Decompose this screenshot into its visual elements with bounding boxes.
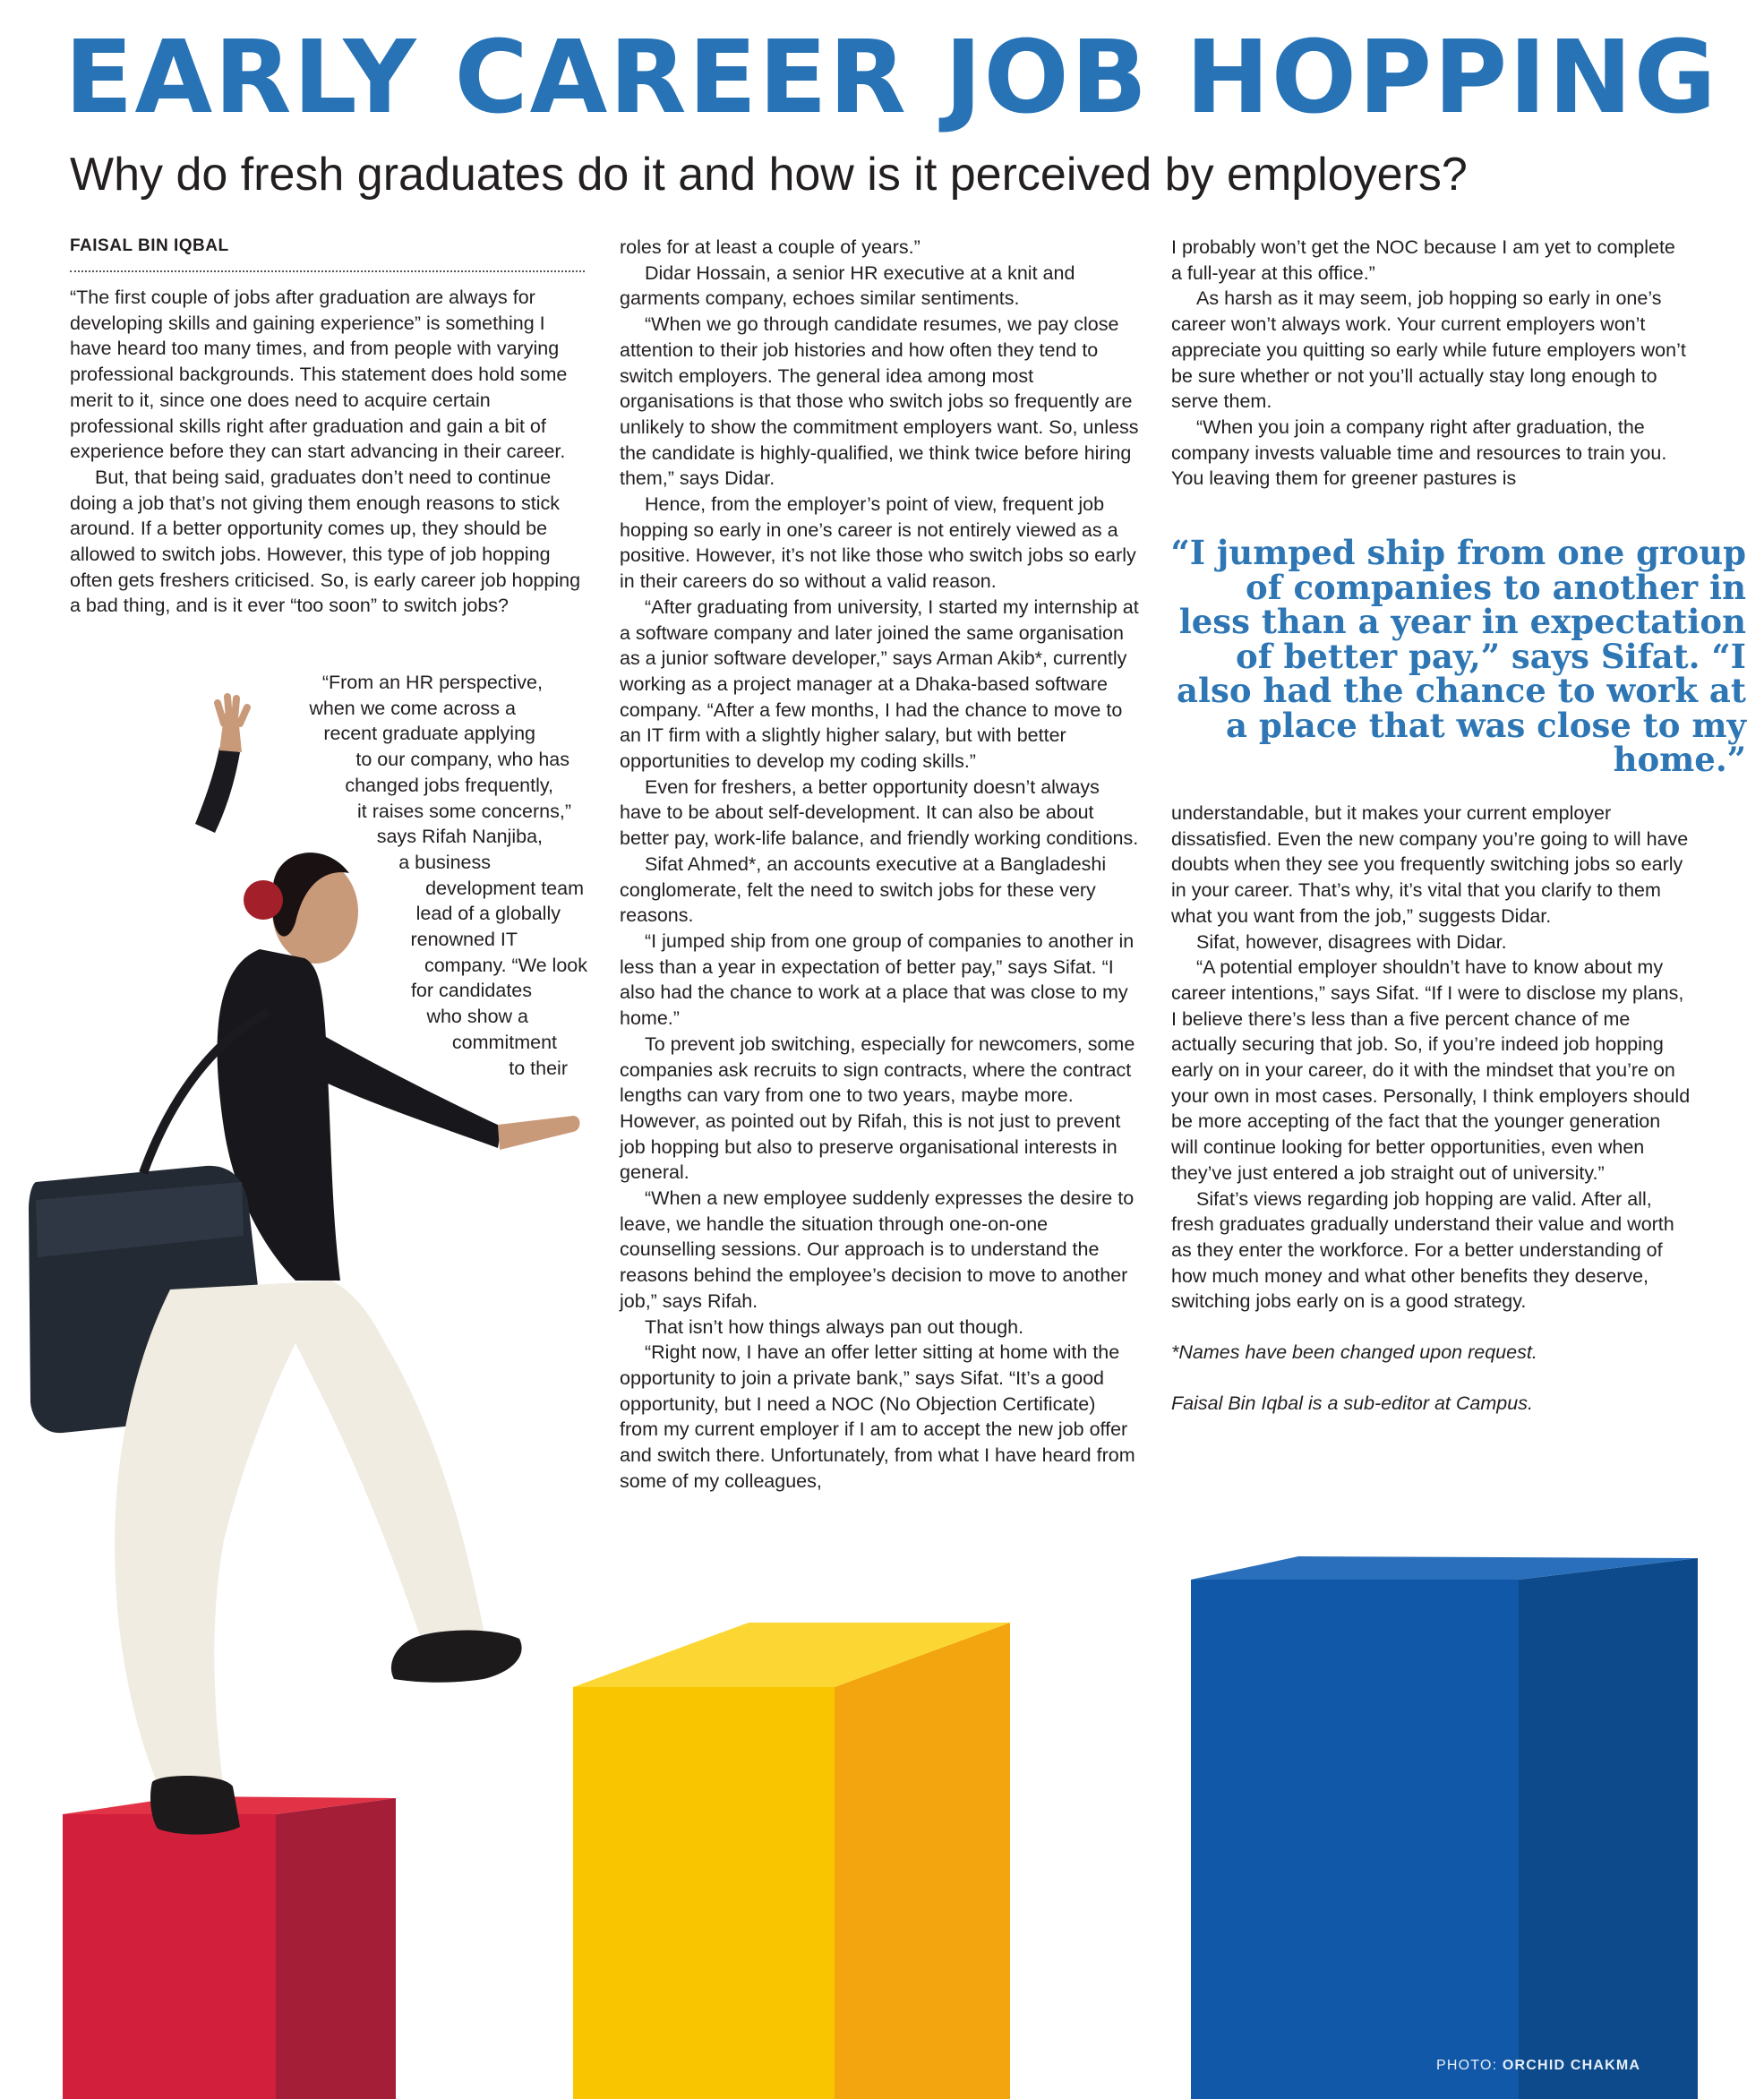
paragraph: “After graduating from university, I started my internship at a software company and later joined the same organisation as a junior software developer,” says Arman Akib*, currently working as a project manager at a Dhaka-based software company. “After a few months, I had the chance to move to an IT firm with a slightly higher salary, but with better opportunities to develop my coding skills.” — [620, 595, 1139, 773]
paragraph: Sifat Ahmed*, an accounts executive at a Bangladeshi conglomerate, felt the need to switch jobs for these very reasons. — [620, 852, 1107, 927]
pull-quote: “I jumped ship from one group of companies to another in less than a year in expectation of better pay,” says Sifat. “I also had the chance to work at a place that was close to my home.” — [1170, 533, 1746, 779]
yellow-block-illustration — [573, 1621, 1021, 2099]
wrap-line: commitment — [451, 1031, 557, 1053]
wrap-line: it raises some concerns,” — [357, 800, 571, 822]
wrap-line: for candidates — [410, 980, 532, 1002]
paragraph: Sifat’s views regarding job hopping are valid. After all, fresh graduates gradually understand their value and worth as they enter the workforce. For a better understanding of how much money and what other benefits they deserve, switching jobs early on is a good strategy. — [1171, 1187, 1674, 1313]
byline: FAISAL BIN IQBAL — [70, 235, 585, 272]
wrap-line: company. “We look — [424, 954, 587, 976]
paragraph: “Right now, I have an offer letter sitting at home with the opportunity to join a private bank,” says Sifat. “It’s a good opportunity, but I need a NOC (No Objection Certificate) from my current employer if I am to accept the new job offer and switch there. Unfortunately, from what I have heard from some of my colleagues, — [620, 1341, 1135, 1492]
paragraph: understandable, but it makes your current employer dissatisfied. Even the new company you’re going to will have doubts when they see you frequently switching jobs so early in your career. That’s why, it’s vital that you clarify to them what you want from the job,” suggests Didar. — [1171, 802, 1689, 927]
column-1 — [70, 285, 587, 619]
wrap-line: lead of a globally — [415, 903, 561, 925]
wrap-line: renowned IT — [410, 929, 518, 951]
wrap-line: says Rifah Nanjiba, — [376, 826, 543, 848]
paragraph: “When a new employee suddenly expresses the desire to leave, we handle the situation through one-on-one counselling sessions. Our approach is to understand the reasons behind the employee’s decision to move to another job,” says Rifah. — [620, 1187, 1135, 1312]
wrap-line: to our company, who has — [355, 749, 569, 771]
paragraph: That isn’t how things always pan out though. — [645, 1315, 1024, 1338]
photo-credit-name: ORCHID CHAKMA — [1502, 2058, 1641, 2073]
wrap-line: to their — [509, 1057, 568, 1079]
subheadline: Why do fresh graduates do it and how is it perceived by employers? — [70, 149, 1468, 201]
wrap-line: changed jobs frequently, — [345, 774, 553, 796]
paragraph: “When we go through candidate resumes, we pay close attention to their job histories and how often they tend to switch employers. The general idea among most organisations is that those who switch jobs so frequently are unlikely to show the commitment employers want. So, unless the candidate is highly-qualified, we think twice before hiring them,” says Didar. — [620, 313, 1139, 490]
paragraph: “When you join a company right after graduation, the company invests valuable time and resources to train you. You leaving them for greener pastures is — [1171, 416, 1667, 490]
paragraph: Hence, from the employer’s point of view, frequent job hopping so early in one’s career is not entirely viewed as a positive. However, it’s not like those who switch jobs so early in their careers do so without a valid reason. — [620, 493, 1136, 593]
photo-credit — [1436, 2058, 1640, 2074]
wrap-line: recent graduate applying — [323, 723, 535, 745]
column-3-bottom — [1171, 801, 1691, 1416]
column-3-top — [1171, 235, 1691, 492]
paragraph: As harsh as it may seem, job hopping so early in one’s career won’t always work. Your current employers won’t appreciate you quitting so early while future employers won’t be sure whether or not you’ll actually stay long enough to serve them. — [1171, 287, 1686, 413]
paragraph: roles for at least a couple of years.” — [620, 236, 921, 258]
names-changed-note: *Names have been changed upon request. — [1171, 1341, 1537, 1364]
photo-credit-label: PHOTO: — [1436, 2058, 1503, 2073]
paragraph: I probably won’t get the NOC because I am yet to complete a full-year at this office.” — [1171, 236, 1675, 284]
paragraph: “I jumped ship from one group of companies to another in less than a year in expectation of better pay,” says Sifat. “I also had the chance to work at a place that was close to my home.” — [620, 930, 1135, 1030]
wrap-line: “From an HR perspective, — [321, 672, 543, 693]
paragraph: “A potential employer shouldn’t have to know about my career intentions,” says Sifat. “If I were to disclose my plans, I believe there’s less than a five percent chance of me actually securing that job. So, if you’re indeed job hopping early on in your career, do it with the mindset that you’re on your own in most cases. Personally, I think employers should be more accepting of the fact that the younger generation will continue looking for better opportunities, even when they’ve just entered a job straight out of university.” — [1171, 956, 1691, 1184]
headline: EARLY CAREER JOB HOPPING — [64, 20, 1718, 136]
wrap-line: a business — [398, 851, 491, 873]
column-1-wrapped-quote — [285, 670, 587, 1081]
paragraph: Even for freshers, a better opportunity doesn’t always have to be about self-development. It can also be about better pay, work-life balance, and friendly working conditions. — [620, 775, 1139, 850]
paragraph: But, that being said, graduates don’t need to continue doing a job that’s not giving them enough reasons to stick around. If a better opportunity comes up, they should be allowed to switch jobs. However, this type of job hopping often gets freshers criticised. So, is early career job hopping a bad thing, and is it ever “too soon” to switch jobs? — [70, 466, 581, 617]
wrap-line: who show a — [426, 1006, 528, 1028]
paragraph: To prevent job switching, especially for newcomers, some companies ask recruits to sign contracts, where the contract lengths can vary from one to two years, maybe more. However, as pointed out by Rifah, this is not just to prevent job hopping but also to preserve organisational interests in general. — [620, 1032, 1135, 1184]
column-2 — [620, 235, 1139, 1494]
paragraph: Sifat, however, disagrees with Didar. — [1196, 930, 1507, 953]
author-bio: Faisal Bin Iqbal is a sub-editor at Campus. — [1171, 1392, 1533, 1414]
paragraph: “The first couple of jobs after graduation are always for developing skills and gaining experience” is something I have heard too many times, and from people with varying professional backgrounds. This statement does hold some merit to it, since one does need to acquire certain professional skills right after graduation and gain a bit of experience before they can start advancing in their career. — [70, 287, 568, 463]
wrap-line: development team — [425, 877, 584, 899]
paragraph: Didar Hossain, a senior HR executive at a knit and garments company, echoes similar sentiments. — [620, 261, 1075, 310]
wrap-line: when we come across a — [309, 697, 516, 719]
blue-block-illustration — [1191, 1551, 1701, 2099]
